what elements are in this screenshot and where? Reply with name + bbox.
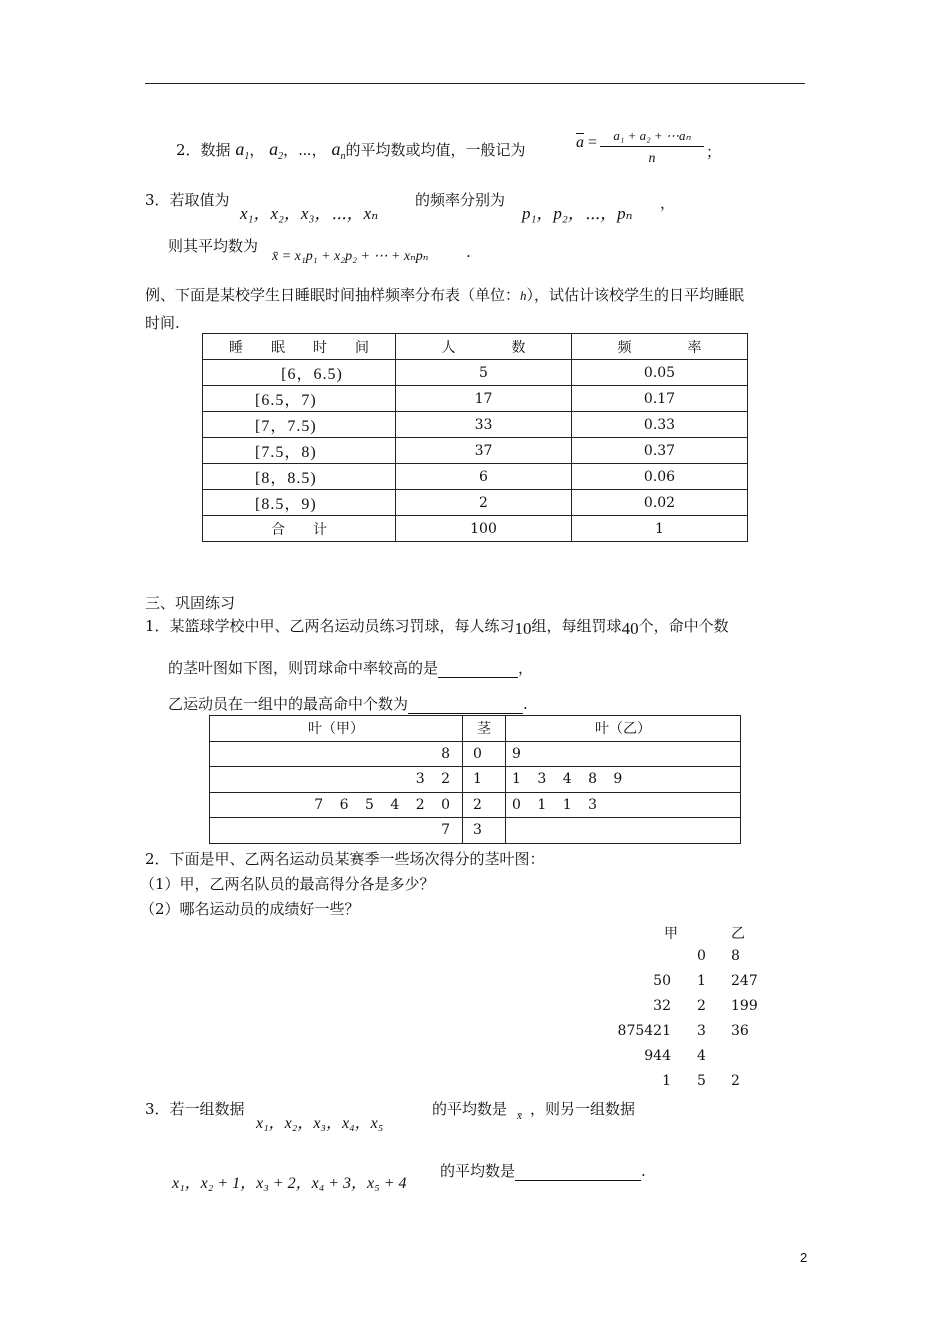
count-cell: 6 (396, 464, 572, 490)
interval-cell: [8，8.5) (203, 464, 396, 490)
item3-text: 的频率分别为 (415, 191, 506, 209)
plot-stem: 3 (697, 1023, 706, 1039)
count-cell: 5 (396, 360, 572, 386)
ex3-xbar: x̄ (517, 1110, 522, 1122)
interval-cell: [6，6.5) (203, 360, 396, 386)
plot-stem: 0 (697, 948, 706, 964)
answer-blank[interactable] (515, 1180, 641, 1181)
plot-leaf-yi: 8 (731, 948, 740, 964)
table-row (203, 464, 748, 490)
table-row (210, 818, 741, 844)
table-row (203, 438, 748, 464)
item3-ps: p₁，p₂，⋯，pₙ (522, 204, 633, 223)
count-cell: 2 (396, 490, 572, 516)
plot-leaf-jia: 32 (653, 998, 671, 1014)
ex3-line2-text: 的平均数是 . (440, 1162, 646, 1180)
page-number: 2 (800, 1250, 808, 1265)
leaf-yi-cell: 1 3 4 8 9 (506, 767, 741, 793)
leaf-jia-cell: 7 (210, 818, 463, 844)
count-cell: 100 (396, 516, 572, 542)
item2-fraction: $\frac{\text{a₁ + a₂ + ⋯aₙ}}{n}$ (600, 128, 704, 167)
plot-stem: 2 (697, 998, 706, 1014)
item2-end: ； (706, 143, 722, 161)
section-title: 三、巩固练习 (145, 594, 236, 612)
ex1-line2: 的茎叶图如下图，则罚球命中率较高的是 ， (168, 659, 534, 677)
plot-stem: 4 (697, 1048, 706, 1064)
answer-blank[interactable] (408, 713, 523, 714)
frequency-cell: 0.02 (572, 490, 748, 516)
count-cell: 33 (396, 412, 572, 438)
leaf-yi-cell: 0 1 1 3 (506, 792, 741, 818)
stem-cell: 0 (463, 741, 506, 767)
table-total-row (203, 516, 748, 542)
ex3-text2: ，则另一组数据 (530, 1100, 636, 1118)
frequency-cell: 1 (572, 516, 748, 542)
item2-abar: $\overline{a}$ = (576, 134, 598, 151)
plot-stem: 5 (697, 1073, 706, 1089)
header-cell: 叶（乙） (506, 716, 741, 742)
item3-line2-end: . (466, 243, 471, 261)
item3-end: ， (660, 194, 676, 212)
ex3-line2-math: x₁，x₂ + 1，x₃ + 2，x₄ + 3，x₅ + 4 (172, 1175, 407, 1192)
leaf-yi-cell (506, 818, 741, 844)
table-row (210, 792, 741, 818)
plot-leaf-jia: 875421 (617, 1023, 671, 1039)
table-row (203, 412, 748, 438)
item3-formula: x̄ = x₁p₁ + x₂p₂ + ⋯ + xₙpₙ (272, 249, 429, 264)
leaf-jia-cell: 7 6 5 4 2 0 (210, 792, 463, 818)
ex3-text: 的平均数是 (432, 1100, 508, 1118)
frequency-cell: 0.37 (572, 438, 748, 464)
frequency-cell: 0.17 (572, 386, 748, 412)
header-cell: 睡 眠 时 间 (203, 334, 396, 360)
plot-leaf-yi: 36 (731, 1023, 749, 1039)
frequency-cell: 0.05 (572, 360, 748, 386)
interval-cell: [7，7.5) (203, 412, 396, 438)
stem-cell: 1 (463, 767, 506, 793)
table-row (210, 767, 741, 793)
plot-header-jia: 甲 (664, 926, 678, 942)
frequency-cell: 0.33 (572, 412, 748, 438)
ex2-question2: （2）哪名运动员的成绩好一些？ (140, 900, 360, 918)
sleep-frequency-table (202, 333, 748, 542)
plot-leaf-yi: 247 (731, 973, 758, 989)
example-line2: 时间. (145, 314, 180, 332)
count-cell: 37 (396, 438, 572, 464)
example-line1: 例、下面是某校学生日睡眠时间抽样频率分布表（单位：h），试估计该校学生的日平均睡眠 (145, 286, 745, 304)
header-cell: 茎 (463, 716, 506, 742)
plot-leaf-jia: 1 (662, 1073, 671, 1089)
ex3-lead: 3．若一组数据 (145, 1100, 245, 1118)
header-cell: 叶（甲） (210, 716, 463, 742)
table-header-row (210, 716, 741, 742)
leaf-jia-cell: 3 2 (210, 767, 463, 793)
table-row (210, 741, 741, 767)
header-cell: 频 率 (572, 334, 748, 360)
plot-leaf-jia: 50 (653, 973, 671, 989)
table-header-row (203, 334, 748, 360)
interval-cell: [8.5，9) (203, 490, 396, 516)
plot-leaf-yi: 2 (731, 1073, 740, 1089)
plot-header-yi: 乙 (731, 926, 745, 942)
item2-line: 2．数据 $a_1$， $a_2$，⋯， $a_n$的平均数或均值，一般记为 (176, 139, 526, 162)
ex1-line1: 1．某篮球学校中甲、乙两名运动员练习罚球，每人练习10组，每组罚球40个，命中个数 (145, 617, 729, 638)
ex2-line1: 2．下面是甲、乙两名运动员某赛季一些场次得分的茎叶图： (145, 850, 545, 868)
table-row (203, 386, 748, 412)
plot-leaf-jia: 944 (644, 1048, 671, 1064)
header-rule (145, 83, 805, 84)
answer-blank[interactable] (438, 677, 518, 678)
leaf-yi-cell: 9 (506, 741, 741, 767)
stem-leaf-table (209, 715, 741, 844)
ex3-xs: x₁，x₂，x₃，x₄，x₅ (256, 1115, 384, 1132)
table-row (203, 490, 748, 516)
item3-line1: 3．若取值为 (145, 191, 230, 209)
stem-cell: 2 (463, 792, 506, 818)
table-row (203, 360, 748, 386)
plot-leaf-yi: 199 (731, 998, 758, 1014)
ex1-line3: 乙运动员在一组中的最高命中个数为 . (168, 695, 528, 713)
plot-stem: 1 (697, 973, 706, 989)
ex2-question1: （1）甲，乙两名队员的最高得分各是多少？ (140, 875, 435, 893)
interval-cell: [6.5，7) (203, 386, 396, 412)
item3-xs: x₁，x₂，x₃，⋯，xₙ (240, 204, 379, 223)
item3-line2-lead: 则其平均数为 (168, 237, 259, 255)
header-cell: 人 数 (396, 334, 572, 360)
interval-cell: [7.5，8) (203, 438, 396, 464)
stem-cell: 3 (463, 818, 506, 844)
frequency-cell: 0.06 (572, 464, 748, 490)
leaf-jia-cell: 8 (210, 741, 463, 767)
count-cell: 17 (396, 386, 572, 412)
total-label-cell: 合 计 (203, 516, 396, 542)
